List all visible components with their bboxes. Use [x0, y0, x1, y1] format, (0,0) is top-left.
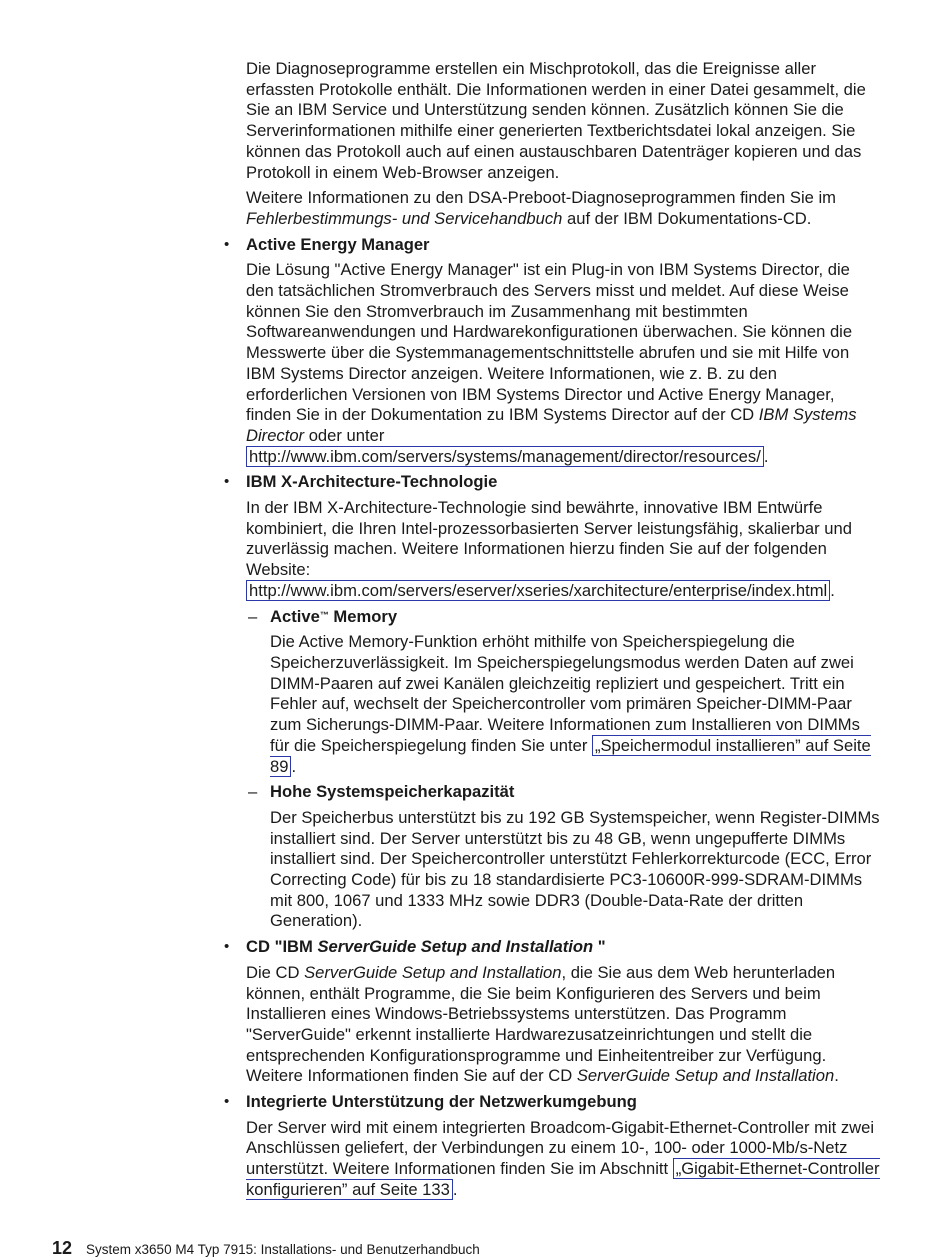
- gigabit-ethernet-link[interactable]: „Gigabit-Ethernet-Controller konfigurieren” auf Seite 133: [246, 1159, 880, 1199]
- intro-paragraph-2: [246, 188, 882, 229]
- dash-marker: –: [248, 782, 258, 802]
- footer-title: System x3650 M4 Typ 7915: Installations- und Benutzerhandbuch: [86, 1242, 480, 1257]
- subsection-heading: Hohe Systemspeicherkapazität: [270, 782, 515, 802]
- section-serverguide: [224, 937, 882, 1087]
- text-span: Memory: [328, 606, 398, 626]
- cd-title: IBM Systems Director: [246, 405, 857, 445]
- subsection-memory-capacity: [248, 782, 882, 932]
- dash-marker: –: [248, 606, 258, 626]
- bullet-icon: •: [224, 938, 230, 956]
- bullet-icon: •: [224, 473, 230, 491]
- section-networking: [224, 1092, 882, 1201]
- subsection-text: Der Speicherbus unterstützt bis zu 192 GB Systemspeicher, wenn Register-DIMMs installiert sind. Der Server unterstützt bis zu 48 GB, wenn ungepufferte DIMMs installiert sind. Der Speichercontroller unterstützt Fehlerkorrekturcode (ECC, Error Correcting Code) für bis zu 18 standardisierte PC3-10600R-999-SDRAM-DIMMs mit 800, 1067 und 1333 MHz sowie DDR3 (Double-Data-Rate der dritten Generation).: [270, 807, 880, 931]
- section-heading: Integrierte Unterstützung der Netzwerkumgebung: [246, 1092, 637, 1112]
- text-span: Active: [270, 606, 320, 626]
- ibm-director-link[interactable]: http://www.ibm.com/servers/systems/management/director/resources/: [246, 446, 764, 467]
- text-span: CD "IBM: [246, 937, 318, 957]
- section-text: [246, 498, 882, 602]
- section-text: [246, 963, 882, 1087]
- section-heading: [246, 937, 882, 958]
- text-span: Der Server wird mit einem integrierten Broadcom-Gigabit-Ethernet-Controller mit zwei Anschlüssen geliefert, der Verbindungen zu einem 10-, 100- oder 1000-Mb/s-Netz unterstützt. Weitere Informationen finden Sie im Abschnitt: [246, 1117, 875, 1179]
- text-span: auf der IBM Dokumentations-CD.: [562, 208, 812, 228]
- cd-title: ServerGuide Setup and Installation: [317, 937, 594, 957]
- text-span: .: [452, 1179, 458, 1199]
- memory-install-link[interactable]: „Speichermodul installieren” auf Seite 89: [270, 735, 871, 776]
- bullet-icon: •: [224, 1093, 230, 1111]
- section-text: [246, 260, 882, 467]
- section-heading: Active Energy Manager: [246, 234, 430, 254]
- cd-title: ServerGuide Setup and Installation: [304, 962, 562, 982]
- section-active-energy-manager: [224, 234, 882, 468]
- section-x-architecture: [224, 472, 882, 932]
- trademark-mark: ™: [319, 609, 329, 620]
- text-span: .: [763, 446, 769, 466]
- xarchitecture-link[interactable]: http://www.ibm.com/servers/eserver/xseries/xarchitecture/enterprise/index.html: [246, 580, 830, 601]
- page-footer: [52, 1238, 480, 1259]
- intro-paragraph-1: Die Diagnoseprogramme erstellen ein Mischprotokoll, das die Ereignisse aller erfassten Protokolle enthält. Die Informationen werden in einer Datei gesammelt, die Sie an IBM Service und Unterstützung senden können. Zusätzlich können Sie die Serverinformationen mithilfe einer generierten Textberichtsdatei lokal anzeigen. Sie können das Protokoll auch auf einen austauschbaren Datenträger kopieren und das Protokoll in einem Web-Browser anzeigen.: [246, 59, 866, 182]
- text-span: Die Active Memory-Funktion erhöht mithilfe von Speicherspiegelung die Speicherzuverlässigkeit. Im Speicherspiegelungsmodus werden Daten auf zwei DIMM-Paaren auf zwei Kanälen gleichzeitig repliziert und gespeichert. Tritt ein Fehler auf, wechselt der Speichercontroller vom primären Speicher-DIMM-Paar zum Sicherungs-DIMM-Paar. Weitere Informationen zum Installieren von DIMMs für die Speicherspiegelung finden Sie unter: [270, 632, 860, 755]
- page-content: [224, 59, 882, 1206]
- text-span: Die CD: [246, 962, 305, 982]
- subsection-heading: [270, 607, 882, 628]
- subsection-active-memory: [248, 606, 882, 778]
- text-span: In der IBM X-Architecture-Technologie sind bewährte, innovative IBM Entwürfe kombiniert, die Ihren Intel-prozessorbasierten Server leistungsfähig, skalierbar und zuverlässig machen. Weitere Informationen hierzu finden Sie auf der folgenden Website:: [246, 498, 852, 580]
- section-text: [246, 1118, 882, 1201]
- bullet-icon: •: [224, 235, 230, 253]
- subsection-text: [270, 632, 882, 777]
- text-span: Die Lösung "Active Energy Manager" ist ein Plug-in von IBM Systems Director, die den tatsächlichen Stromverbrauch des Servers misst und meldet. Auf diese Weise können Sie den Stromverbrauch im Zusammenhang mit bestimmten Softwareanwendungen und Hardwarekonfigurationen überwachen. Sie können die Messwerte über die Systemmanagementschnittstelle abrufen und sie mit Hilfe von IBM Systems Director anzeigen. Weitere Informationen, wie z. B. zu den erforderlichen Versionen von IBM Systems Director und Active Energy Manager, finden Sie in der Dokumentation zu IBM Systems Director auf der CD: [246, 260, 853, 425]
- section-heading: IBM X-Architecture-Technologie: [246, 472, 498, 492]
- text-span: .: [830, 580, 835, 600]
- book-title: Fehlerbestimmungs- und Servicehandbuch: [246, 208, 563, 228]
- text-span: oder unter: [304, 425, 385, 445]
- cd-title: ServerGuide Setup and Installation: [576, 1066, 835, 1086]
- text-span: .: [291, 756, 297, 776]
- page-number: 12: [52, 1238, 73, 1258]
- text-span: .: [834, 1066, 839, 1086]
- text-span: ": [593, 937, 606, 957]
- text-span: , die Sie aus dem Web herunterladen können, enthält Programme, die Sie beim Konfigurieren des Servers und beim Installieren eines Windows-Betriebssystems unterstützen. Das Programm "ServerGuide" erkennt installierte Hardwarezusatzeinrichtungen und stellt die entsprechenden Konfigurationsprogramme und Einheitentreiber zur Verfügung. Weitere Informationen finden Sie auf der CD: [246, 962, 836, 1086]
- text-span: Weitere Informationen zu den DSA-Preboot-Diagnoseprogrammen finden Sie im: [246, 188, 836, 208]
